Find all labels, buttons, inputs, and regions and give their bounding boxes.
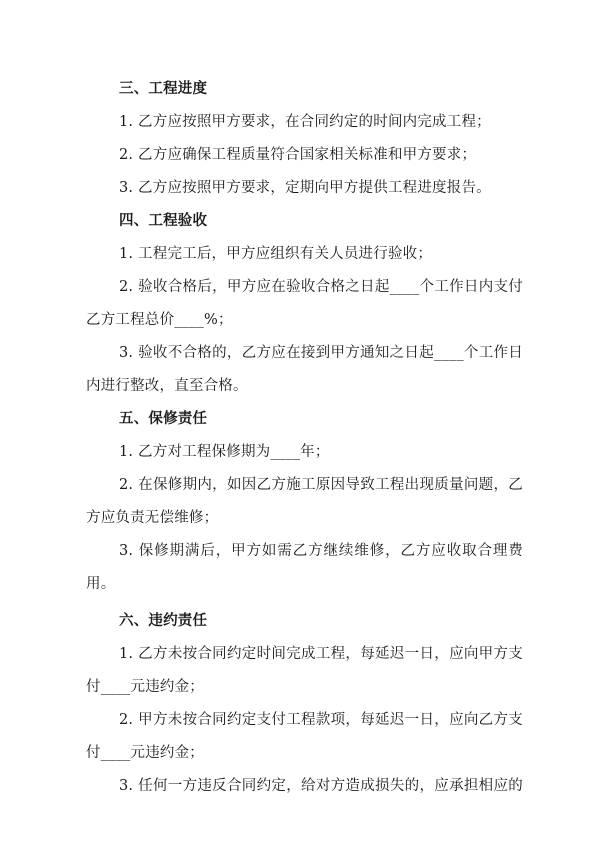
section-heading-warranty: 五、保修责任: [119, 411, 208, 427]
clause-progress-1: 1. 乙方应按照甲方要求，在合同约定的时间内完成工程；: [119, 114, 491, 130]
clause-acceptance-2-line-1: 2. 验收合格后，甲方应在验收合格之日起____个工作日内支付: [119, 279, 523, 295]
clause-acceptance-1: 1. 工程完工后，甲方应组织有关人员进行验收；: [119, 246, 433, 262]
clause-progress-2: 2. 乙方应确保工程质量符合国家相关标准和甲方要求；: [119, 147, 477, 163]
clause-acceptance-3-line-1: 3. 验收不合格的，乙方应在接到甲方通知之日起____个工作日: [119, 345, 523, 361]
clause-warranty-3-line-2: 用。: [86, 576, 116, 592]
clause-warranty-1: 1. 乙方对工程保修期为____年；: [119, 444, 330, 460]
clause-liability-2-line-2: 付____元违约金；: [86, 745, 204, 761]
clause-warranty-3-line-1: 3. 保修期满后，甲方如需乙方继续维修，乙方应收取合理费: [119, 543, 523, 559]
clause-warranty-2-line-2: 方应负责无偿维修；: [86, 510, 219, 526]
clause-acceptance-2-line-2: 乙方工程总价____%；: [86, 312, 233, 328]
section-heading-progress: 三、工程进度: [119, 81, 208, 97]
clause-progress-3: 3. 乙方应按照甲方要求，定期向甲方提供工程进度报告。: [119, 180, 491, 196]
clause-liability-1-line-1: 1. 乙方未按合同约定时间完成工程，每延迟一日，应向甲方支: [119, 646, 523, 662]
clause-warranty-2-line-1: 2. 在保修期内，如因乙方施工原因导致工程出现质量问题，乙: [119, 477, 523, 493]
section-heading-acceptance: 四、工程验收: [119, 213, 208, 229]
clause-liability-1-line-2: 付____元违约金；: [86, 679, 204, 695]
clause-liability-3-line-1: 3. 任何一方违反合同约定，给对方造成损失的，应承担相应的: [119, 778, 523, 794]
clause-liability-2-line-1: 2. 甲方未按合同约定支付工程款项，每延迟一日，应向乙方支: [119, 712, 523, 728]
clause-acceptance-3-line-2: 内进行整改，直至合格。: [86, 378, 248, 394]
section-heading-liability: 六、违约责任: [119, 613, 208, 629]
